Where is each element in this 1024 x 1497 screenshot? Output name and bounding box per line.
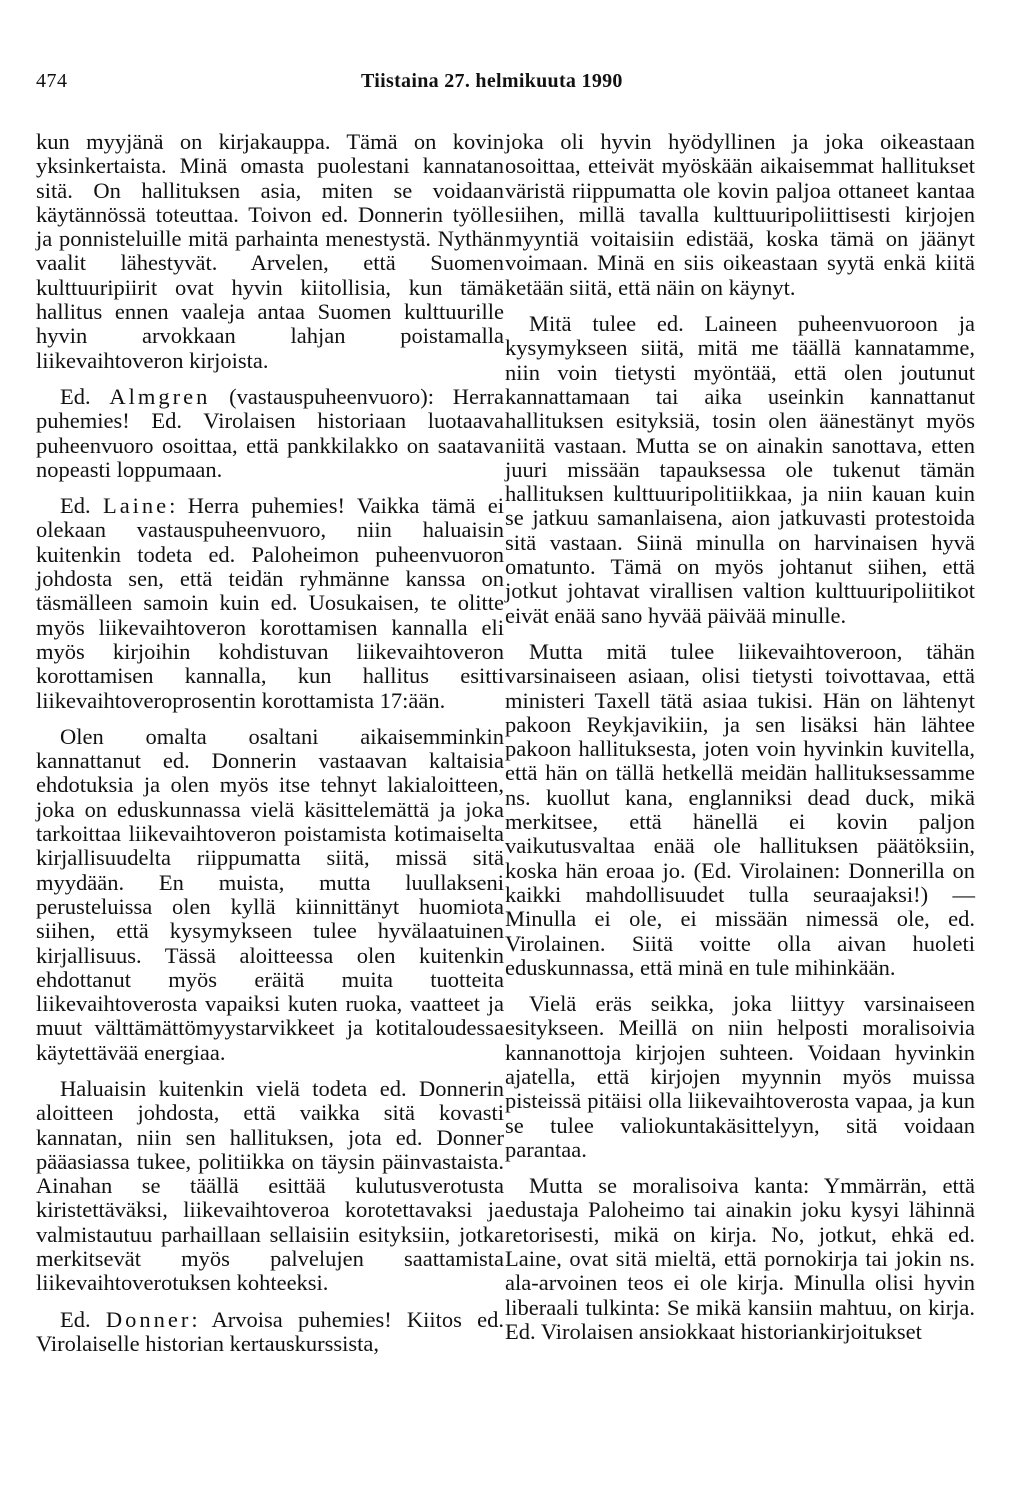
paragraph: kun myyjänä on kirjakauppa. Tämä on kovin yksinkertaista. Minä omasta puolestani kannatan sitä. On hallituksen asia, miten se voidaan käytännössä toteuttaa. Toivon ed. Donnerin työlle ja ponnisteluille mitä parhainta menestystä. Nythän vaalit lähestyvät. Arvelen, että Suomen kulttuuripiirit ovat hyvin kiitollisia, kun tämä hallitus ennen vaaleja antaa Suomen kulttuurille hyvin arvokkaan lahjan poistamalla liikevaihtoveron kirjoista. [36, 129, 504, 373]
paragraph: Mutta se moralisoiva kanta: Ymmärrän, että edustaja Paloheimo tai ainakin joku kysyi lähinnä retorisesti, mikä on kirja. No, jotkut, ehkä ed. Laine, ovat sitä mieltä, että pornokirja tai jokin ns. ala-arvoinen teos ei ole kirja. Minulla olisi hyvin liberaali tulkinta: Se mikä kansiin mahtuu, on kirja. Ed. Virolaisen ansiokkaat historiankirjoitukset [505, 1173, 975, 1344]
paragraph: Haluaisin kuitenkin vielä todeta ed. Donnerin aloitteen johdosta, että vaikka sitä kovasti kannatan, niin sen hallituksen, jota ed. Donner pääasiassa tukee, politiikka on täysin päinvastaista. Ainahan se täällä esittää kulutusverotusta kiristettäväksi, liikevaihtoveroa korotettavaksi ja valmistautuu parhaillaan sellaisiin esityksiin, jotka merkitsevät myös palvelujen saattamista liikevaihtoverotuksen kohteeksi. [36, 1075, 504, 1296]
speech-text: (vastauspuheenvuoro): Herra puhemies! Ed. Virolaisen historiaan luotaava puheenvuoro osoittaa, että pankkilakko on saatava nopeasti loppumaan. [36, 383, 504, 482]
running-title: Tiistaina 27. helmikuuta 1990 [361, 70, 623, 92]
speaker-name: Laine [102, 493, 170, 519]
speech-prefix: Ed. [60, 493, 103, 519]
speech-prefix: Ed. [60, 383, 110, 409]
speaker-name: Almgren [109, 383, 211, 409]
left-column [36, 130, 504, 1368]
paragraph: Mutta mitä tulee liikevaihtoveroon, tähän varsinaiseen asiaan, olisi tietysti toivottavaa, että ministeri Taxell tätä asiaa tukisi. Hän on lähtenyt pakoon Reykjavikiin, ja sen lisäksi hän lähtee pakoon hallituksesta, joten voin hyvinkin kuvitella, että hän on tällä hetkellä meidän hallituksessamme ns. kuollut kana, englanniksi dead duck, mikä merkitsee, että hänellä ei kovin paljon vaikutusvaltaa enää ole hallituksen päätöksiin, koska hän eroaa jo. (Ed. Virolainen: Donnerilla on kaikki mahdollisuudet tulla seuraajaksi!) — Minulla ei ole, ei missään nimessä ole, ed. Virolainen. Siitä voitte olla aivan huoleti eduskunnassa, että minä en tule mihinkään. [505, 638, 975, 980]
speech-prefix: Ed. [60, 1306, 106, 1332]
paragraph: Olen omalta osaltani aikaisemminkin kannattanut ed. Donnerin vastaavan kaltaisia ehdotuksia ja olen myös itse tehnyt lakialoitteen, joka on eduskunnassa vielä käsittelemättä ja joka tarkoittaa liikevaihtoveron poistamista kotimaiselta kirjallisuudelta riippumatta siitä, missä sitä myydään. En muista, mutta luullakseni perusteluissa olen kyllä kiinnittänyt huomiota siihen, että kysymykseen tulee hyvälaatuinen kirjallisuus. Tässä aloitteessa olen kuitenkin ehdottanut myös eräitä muita tuotteita liikevaihtoverosta vapaiksi kuten ruoka, vaatteet ja muut välttämättömyystarvikkeet ja kotitaloudessa käytettävää energiaa. [36, 723, 504, 1065]
page-number: 474 [36, 70, 68, 92]
paragraph: Vielä eräs seikka, joka liittyy varsinaiseen esitykseen. Meillä on niin helposti moralisoivia kannanottoja kirjojen suhteen. Voidaan hyvinkin ajatella, että kirjojen myynnin myös muissa pisteissä pitäisi olla liikevaihtoverosta vapaa, ja kun se tulee valiokuntakäsittelyyn, sitä voidaan parantaa. [505, 991, 975, 1162]
page-header [36, 70, 996, 110]
speaker-name: Donner [105, 1306, 192, 1332]
paragraph: Mitä tulee ed. Laineen puheenvuoroon ja kysymykseen siitä, mitä me täällä kannatamme, niin voin tietysti myöntää, että olen joutunut kannattamaan tai aika useinkin kannattanut hallituksen esityksiä, tosin olen äänestänyt myös niitä vastaan. Mutta se on ainakin sanottava, etten juuri missään tapauksessa ole tukenut tämän hallituksen kulttuuripolitiikkaa, ja niin kauan kuin se jatkuu samanlaisena, aion jatkuvasti protestoida sitä vastaan. Siinä minulla on harvinaisen hyvä omatunto. Tämä on myös johtanut siihen, että jotkut johtavat virallisen valtion kulttuuripoliitikot eivät enää sano hyvää päivää minulle. [505, 311, 975, 628]
speech-paragraph [36, 494, 504, 713]
right-column [505, 130, 975, 1356]
paragraph: joka oli hyvin hyödyllinen ja joka oikeastaan osoittaa, etteivät myöskään aikaisemmat hallitukset väristä riippumatta ole kovin paljoa ottaneet kantaa siihen, millä tavalla kulttuuripoliittisesti kirjojen myyntiä voitaisiin edistää, koska tämä on jäänyt voimaan. Minä en siis oikeastaan syytä enkä kiitä ketään siitä, että näin on käynyt. [505, 129, 975, 300]
speech-paragraph [36, 1308, 504, 1357]
speech-text: : Herra puhemies! Vaikka tämä ei olekaan vastauspuheenvuoro, niin haluaisin kuitenkin todeta ed. Paloheimon puheenvuoron johdosta sen, että teidän ryhmänne kanssa on täsmälleen samoin kuin ed. Uosukaisen, te olitte myös liikevaihtoveron korottamisen kannalla eli myös kirjoihin kohdistuvan liikevaihtoveron korottamisen kannalla, kun hallitus esitti liikevaihtoveroprosentin korottamista 17:ään. [36, 493, 504, 713]
speech-text: : Arvoisa puhemies! Kiitos ed. Virolaiselle historian kertauskurssista, [36, 1306, 505, 1356]
speech-paragraph [36, 385, 504, 482]
